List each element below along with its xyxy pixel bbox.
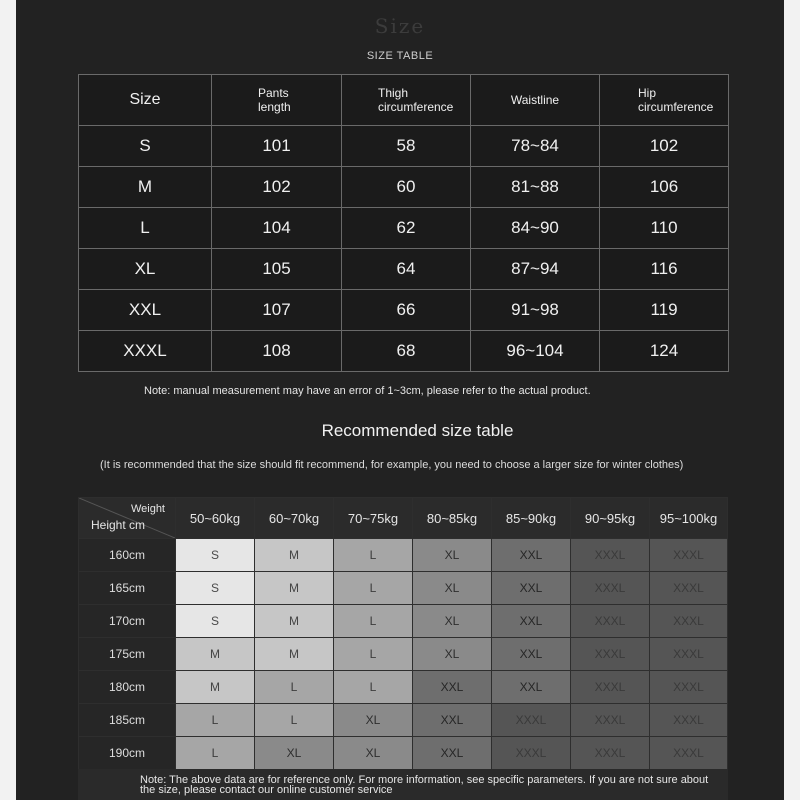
recommended-size-cell: XL [413,572,492,605]
recommended-size-cell: L [255,704,334,737]
table-row [79,572,728,605]
recommended-note: Note: The above data are for reference only. For more information, see specific parameters. If you are not sure about the size, please contact our online customer service [140,774,709,796]
recommended-size-cell: XXXL [571,539,650,572]
right-margin [784,0,800,800]
recommended-note-box [78,769,728,800]
size-cell: 78~84 [471,126,600,167]
corner-cell [79,498,176,539]
recommended-size-cell: M [255,539,334,572]
size-cell: 64 [342,249,471,290]
table-row [79,737,728,770]
weight-header: 95~100kg [650,498,728,539]
recommended-size-cell: XXL [492,638,571,671]
recommended-table [78,497,728,770]
recommended-size-cell: XXL [413,671,492,704]
size-cell: 84~90 [471,208,600,249]
weight-header: 60~70kg [255,498,334,539]
recommended-size-cell: M [176,638,255,671]
recommended-size-cell: L [334,671,413,704]
table-row [79,704,728,737]
recommended-size-cell: XXXL [650,671,728,704]
recommended-size-cell: XXXL [571,605,650,638]
size-cell: 119 [600,290,729,331]
height-label: 170cm [79,605,176,638]
table-row [79,539,728,572]
size-cell: 108 [212,331,342,372]
size-cell: 116 [600,249,729,290]
size-cell: S [79,126,212,167]
recommended-size-cell: XXXL [650,638,728,671]
recommended-size-cell: XXXL [571,704,650,737]
recommended-size-cell: XXXL [571,671,650,704]
weight-header: 50~60kg [176,498,255,539]
recommended-size-cell: XXXL [492,704,571,737]
size-cell: 105 [212,249,342,290]
weight-header: 85~90kg [492,498,571,539]
recommended-size-cell: XL [334,737,413,770]
size-cell: 96~104 [471,331,600,372]
header-subtitle: SIZE TABLE [366,50,434,62]
size-cell: 91~98 [471,290,600,331]
recommended-size-cell: XL [413,638,492,671]
weight-header: 80~85kg [413,498,492,539]
recommended-size-cell: XXXL [650,605,728,638]
size-header-pants-length: Pants length [212,75,342,126]
recommended-size-cell: L [255,671,334,704]
height-label: 180cm [79,671,176,704]
table-row [79,126,729,167]
recommended-size-cell: M [255,638,334,671]
recommended-size-cell: XXXL [571,737,650,770]
recommended-size-cell: L [334,539,413,572]
recommended-size-cell: M [255,572,334,605]
size-cell: 58 [342,126,471,167]
size-table-header-row [79,75,729,126]
recommended-size-cell: M [255,605,334,638]
size-cell: 101 [212,126,342,167]
height-label: 190cm [79,737,176,770]
table-row [79,167,729,208]
size-cell: 62 [342,208,471,249]
size-cell: 68 [342,331,471,372]
corner-height-label: Height cm [91,518,146,532]
table-row [79,331,729,372]
recommended-size-cell: XXL [492,572,571,605]
recommended-size-cell: L [176,704,255,737]
height-label: 175cm [79,638,176,671]
recommended-subtitle: (It is recommended that the size should fit recommend, for example, you need to choose a larger size for winter clothes) [100,459,684,471]
recommended-size-cell: XL [334,704,413,737]
size-cell: 60 [342,167,471,208]
recommended-size-cell: XXL [413,704,492,737]
size-header-thigh: Thigh circumference [342,75,471,126]
table-row [79,638,728,671]
recommended-size-cell: XXXL [650,737,728,770]
recommended-size-cell: XL [413,539,492,572]
recommended-size-cell: M [176,671,255,704]
size-cell: 81~88 [471,167,600,208]
weight-header: 70~75kg [334,498,413,539]
table-row [79,249,729,290]
recommended-size-cell: XXL [492,671,571,704]
size-cell: M [79,167,212,208]
left-margin [0,0,16,800]
recommended-size-cell: XXXL [571,638,650,671]
recommended-size-cell: L [334,638,413,671]
weight-header: 90~95kg [571,498,650,539]
recommended-size-cell: XXXL [650,704,728,737]
height-label: 165cm [79,572,176,605]
table-row [79,671,728,704]
size-table [78,74,729,372]
size-cell: XL [79,249,212,290]
height-label: 185cm [79,704,176,737]
recommended-size-cell: S [176,539,255,572]
recommended-size-cell: XXXL [571,572,650,605]
header-script-title: Size [374,14,426,38]
recommended-size-cell: L [334,605,413,638]
recommended-size-cell: XL [413,605,492,638]
size-table-note: Note: manual measurement may have an error of 1~3cm, please refer to the actual product. [144,385,591,397]
table-row [79,208,729,249]
size-cell: 104 [212,208,342,249]
recommended-size-cell: S [176,605,255,638]
recommended-size-cell: XXXL [650,572,728,605]
size-cell: 107 [212,290,342,331]
recommended-size-cell: XXXL [492,737,571,770]
recommended-size-cell: L [334,572,413,605]
size-cell: XXL [79,290,212,331]
size-cell: 110 [600,208,729,249]
recommended-header-row [79,498,728,539]
size-header-size: Size [79,75,212,126]
recommended-size-cell: XL [255,737,334,770]
size-cell: 102 [212,167,342,208]
table-row [79,605,728,638]
size-cell: 102 [600,126,729,167]
size-cell: L [79,208,212,249]
recommended-size-cell: XXXL [650,539,728,572]
size-cell: 124 [600,331,729,372]
size-header-hip: Hip circumference [600,75,729,126]
size-cell: 66 [342,290,471,331]
recommended-size-cell: L [176,737,255,770]
size-cell: XXXL [79,331,212,372]
height-label: 160cm [79,539,176,572]
recommended-size-cell: XXL [492,539,571,572]
recommended-size-cell: S [176,572,255,605]
size-cell: 87~94 [471,249,600,290]
recommended-size-cell: XXL [492,605,571,638]
recommended-title: Recommended size table [321,421,514,440]
size-header-waistline: Waistline [471,75,600,126]
table-row [79,290,729,331]
recommended-size-cell: XXL [413,737,492,770]
size-cell: 106 [600,167,729,208]
corner-weight-label: Weight [130,503,165,515]
